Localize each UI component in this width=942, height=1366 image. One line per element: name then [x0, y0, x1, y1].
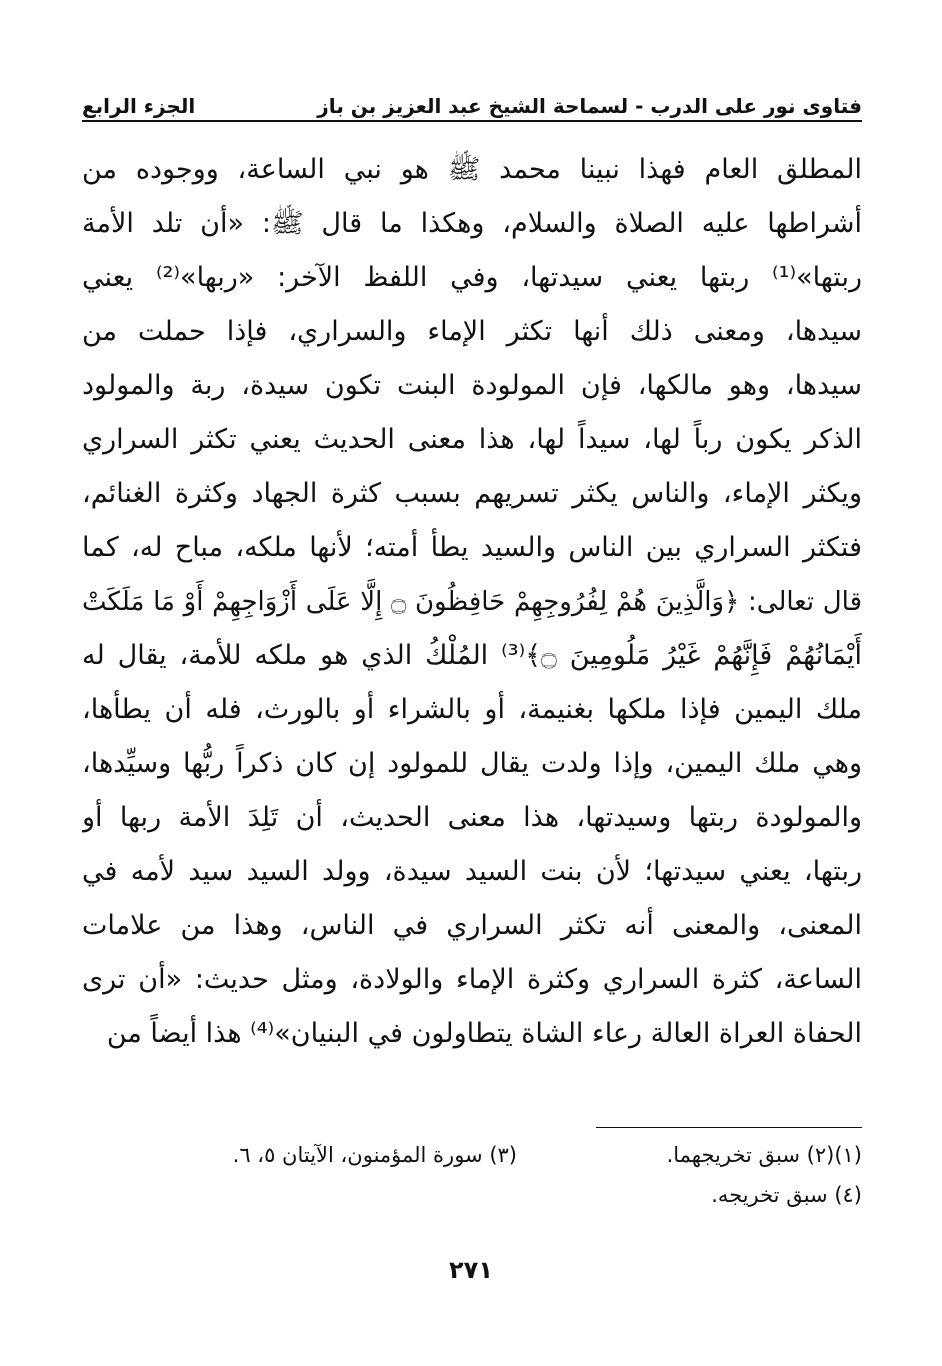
text-line: سيدها، وهو مالكها، فإن المولودة البنت تكون سيدة، ربة والمولود — [82, 370, 862, 401]
footnote-rule — [596, 1127, 862, 1128]
footnote-1-2: (١)(٢) سبق تخريجهما. — [666, 1143, 862, 1167]
text-line: الذكر يكون رباً لها، سيداً لها، هذا معنى الحديث يعني تكثر السراري — [82, 424, 862, 455]
text-line: وهي ملك اليمين، وإذا ولدت يقال للمولود إن كان ذكراً ربُّها وسيِّدها، — [82, 748, 862, 779]
text-line: الحفاة العراة العالة رعاء الشاة يتطاولون في البنيان»⁽⁴⁾ هذا أيضاً من — [106, 1018, 862, 1049]
text-line: والمولودة ربتها وسيدتها، هذا معنى الحديث، أن تَلِدَ الأمة ربها أو — [82, 802, 862, 833]
footnote-row — [82, 1135, 862, 1175]
footnotes — [82, 1135, 862, 1215]
footnote-3: (٣) سورة المؤمنون، الآيتان ٥، ٦. — [232, 1143, 517, 1167]
footnote-4: (٤) سبق تخريجه. — [711, 1183, 862, 1207]
footnote-row — [82, 1175, 862, 1215]
text-line: أشراطها عليه الصلاة والسلام، وهكذا ما قال ﷺ: «أن تلد الأمة — [82, 208, 862, 239]
header-rule — [82, 120, 862, 122]
quran-verse-line: أَيْمَانُهُمْ فَإِنَّهُمْ غَيْرُ مَلُومِينَ ۝﴾⁽³⁾ المُلْكُ الذي هو ملكه للأمة، يقال له — [82, 640, 862, 671]
text-line: سيدها، ومعنى ذلك أنها تكثر الإماء والسراري، فإذا حملت من — [82, 316, 862, 347]
text-line: المطلق العام فهذا نبينا محمد ﷺ هو نبي الساعة، ووجوده من — [82, 154, 862, 185]
text-line: المعنى، والمعنى أنه تكثر السراري في الناس، وهذا من علامات — [82, 910, 862, 941]
book-title: فتاوى نور على الدرب - لسماحة الشيخ عبد العزيز بن باز — [317, 94, 862, 118]
volume-label: الجزء الرابع — [82, 94, 196, 118]
main-text — [82, 143, 862, 1061]
text-line: ربتها، يعني سيدتها؛ لأن بنت السيد سيدة، وولد السيد سيد لأمه في — [82, 856, 862, 887]
text-line: الساعة، كثرة السراري وكثرة الإماء والولادة، ومثل حديث: «أن ترى — [82, 964, 862, 995]
running-header — [82, 82, 862, 116]
quran-verse-line: قال تعالى: ﴿وَالَّذِينَ هُمْ لِفُرُوجِهِمْ حَافِظُونَ ۝ إِلَّا عَلَى أَزْوَاجِهِمْ أَوْ مَا مَلَكَتْ — [82, 587, 862, 617]
text-line: ربتها»⁽¹⁾ ربتها يعني سيدتها، وفي اللفظ الآخر: «ربها»⁽²⁾ يعني — [82, 262, 862, 293]
page-number: ٢٧١ — [449, 1256, 493, 1284]
text-line: فتكثر السراري بين الناس والسيد يطأ أمته؛ لأنها ملكه، مباح له، كما — [82, 532, 862, 563]
text-line: ملك اليمين فإذا ملكها بغنيمة، أو بالشراء أو بالورث، فله أن يطأها، — [82, 694, 862, 725]
text-line: ويكثر الإماء، والناس يكثر تسريهم بسبب كثرة الجهاد وكثرة الغنائم، — [82, 478, 862, 509]
